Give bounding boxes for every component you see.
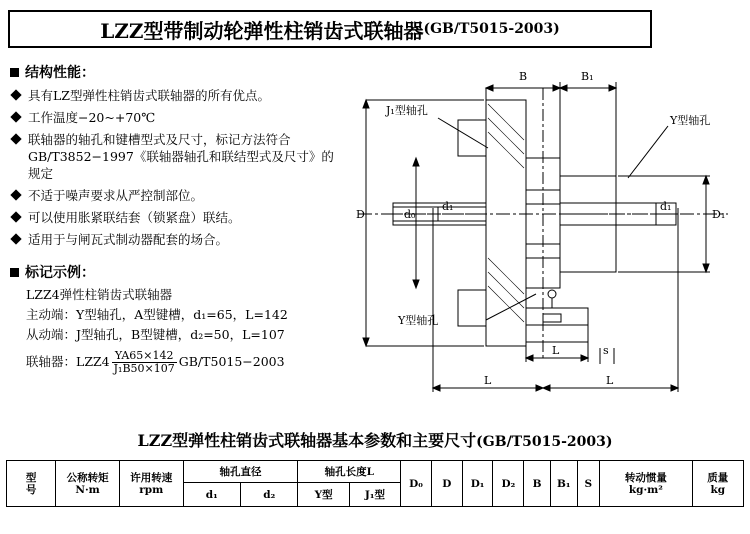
th-B: B <box>524 461 551 507</box>
th-D1: D₁ <box>462 461 493 507</box>
th-B1: B₁ <box>550 461 577 507</box>
structure-item-text: 工作温度−20~+70℃ <box>28 110 156 125</box>
th-D0: D₀ <box>401 461 432 507</box>
th-j1-type: J₁型 <box>349 483 400 507</box>
label-L-bottom-left: L <box>484 374 492 387</box>
structure-item-text: 具有LZ型弹性柱销齿式联轴器的所有优点。 <box>28 88 270 103</box>
structure-item <box>10 87 340 104</box>
marking-code-fraction <box>112 350 177 375</box>
diamond-bullet-icon <box>10 89 21 100</box>
params-table <box>6 460 744 507</box>
label-B1: B₁ <box>581 70 594 83</box>
table-title <box>0 428 750 451</box>
square-bullet-icon <box>10 68 19 77</box>
label-J1-hole: J₁型轴孔 <box>386 104 428 117</box>
title-main: LZZ型带制动轮弹性柱销齿式联轴器 <box>100 18 424 43</box>
th-torque: 公称转矩 N·m <box>56 461 120 507</box>
th-S: S <box>577 461 600 507</box>
left-text-column <box>10 56 340 377</box>
th-d1: d₁ <box>183 483 240 507</box>
diamond-bullet-icon <box>10 211 21 222</box>
marking-code-suffix: GB/T5015−2003 <box>178 354 285 369</box>
label-B: B <box>519 70 528 83</box>
table-title-standard: (GB/T5015-2003) <box>476 434 613 450</box>
th-d2: d₂ <box>240 483 297 507</box>
th-bore-length: 轴孔长度L <box>298 461 401 483</box>
th-y-type: Y型 <box>298 483 349 507</box>
marking-code-denominator: J₁B50×107 <box>113 362 175 375</box>
label-D: D <box>356 208 365 221</box>
structure-item <box>10 209 340 226</box>
structure-item <box>10 231 340 248</box>
th-inertia: 转动惯量 kg·m² <box>600 461 692 507</box>
structure-item-text: 不适于噪声要求从严控制部位。 <box>28 188 204 203</box>
label-Y-hole-left: Y型轴孔 <box>398 314 439 327</box>
marking-heading-label: 标记示例： <box>25 265 95 281</box>
params-table-wrap <box>6 460 744 507</box>
structure-item-text: 可以使用胀紧联结套（锁紧盘）联结。 <box>28 210 241 225</box>
label-Y-hole-right: Y型轴孔 <box>670 114 711 127</box>
structure-item-text: 适用于与闸瓦式制动器配套的场合。 <box>28 232 229 247</box>
marking-code-label: 联轴器： <box>26 354 77 369</box>
structure-heading-label: 结构性能： <box>25 65 95 81</box>
th-D2: D₂ <box>493 461 524 507</box>
table-header-row-1 <box>7 461 744 483</box>
label-D1: D₁ <box>712 208 726 221</box>
coupling-drawing-svg <box>338 58 742 408</box>
page-title <box>8 10 652 48</box>
square-bullet-icon <box>10 268 19 277</box>
th-mass: 质量 kg <box>692 461 743 507</box>
marking-block <box>10 286 340 375</box>
label-d1-left: d₁ <box>442 200 454 213</box>
structure-item <box>10 187 340 204</box>
marking-code-numerator: YA65×142 <box>112 350 177 363</box>
diamond-bullet-icon <box>10 111 21 122</box>
th-model: 型 号 <box>7 461 56 507</box>
structure-item <box>10 131 340 182</box>
diamond-bullet-icon <box>10 189 21 200</box>
th-bore-diameter: 轴孔直径 <box>183 461 298 483</box>
marking-line: 从动端：J型轴孔，B型键槽，d₂=50，L=107 <box>26 327 285 342</box>
table-title-main: LZZ型弹性柱销齿式联轴器基本参数和主要尺寸 <box>137 431 477 450</box>
label-L-mid: L <box>552 344 560 357</box>
label-L-bottom-right: L <box>606 374 614 387</box>
th-speed: 许用转速 rpm <box>119 461 183 507</box>
technical-drawing <box>338 58 742 408</box>
marking-line: 主动端：Y型轴孔，A型键槽，d₁=65，L=142 <box>26 307 288 322</box>
diamond-bullet-icon <box>10 233 21 244</box>
marking-code-row <box>26 350 340 375</box>
structure-heading <box>10 62 340 82</box>
structure-item-text: 联轴器的轴孔和键槽型式及尺寸，标记方法符合GB/T3852−1997《联轴器轴孔和联结型式及尺寸》的规定 <box>28 132 334 181</box>
label-d1-right: d₁ <box>660 200 672 213</box>
th-D: D <box>431 461 462 507</box>
marking-line: LZZ4弹性柱销齿式联轴器 <box>26 287 173 302</box>
diamond-bullet-icon <box>10 133 21 144</box>
title-standard: (GB/T5015-2003) <box>423 21 560 37</box>
marking-heading <box>10 262 340 282</box>
label-s: s <box>603 344 609 357</box>
label-d0: d₀ <box>404 208 416 221</box>
marking-code-prefix: LZZ4 <box>76 354 110 369</box>
structure-item <box>10 109 340 126</box>
